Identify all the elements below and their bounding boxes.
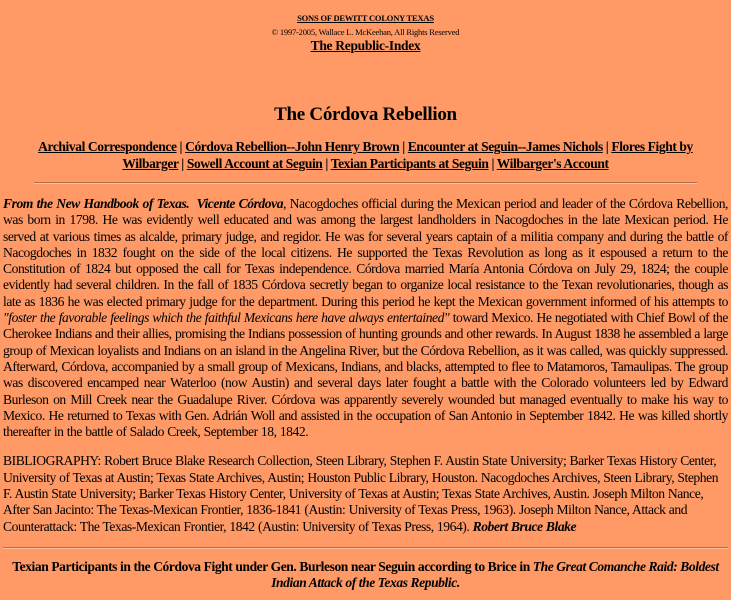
separator: | [491, 155, 495, 171]
bibliography-author: Robert Bruce Blake [472, 518, 577, 534]
nav-link-john-henry-brown[interactable]: Córdova Rebellion--John Henry Brown [185, 139, 400, 154]
site-header [0, 0, 731, 55]
separator: | [325, 155, 328, 171]
article-text-1: , Nacogdoches official during the Mexican period and leader of the Córdova Rebellion, was born in 1798. He was evidently well educated and was among the largest landholders in Nacogdoches in the late Mexican period. He served at various times as alcalde, primary judge, and regidor. He was for several years captain of a militia company and during the battle of Nacogdoches in 1832 fought on the side of the local citizens. He supported the Texas Revolution as long as it espoused a return to the Constitution of 1824 but opposed the call for Texas independence. Córdova married María Antonia Córdova on July 29, 1824; the couple evidently had several children. In the fall of 1835 Córdova secretly began to organize local resistance to the Texan revolutionaries, though as late as 1836 he was elected primary judge for the department. During this period he kept the Mexican government informed of his attempts to [3, 196, 729, 309]
copyright: © 1997-2005, Wallace L. McKeehan, All Rights Reserved [271, 27, 460, 37]
bibliography [3, 453, 728, 534]
nav-link-flores-fight[interactable]: Flores Fight by Wilbarger [122, 139, 693, 171]
section-heading-text: Texian Participants in the Córdova Fight under Gen. Burleson near Seguin according to Brice in [12, 558, 533, 574]
nav-link-james-nichols[interactable]: Encounter at Seguin--James Nichols [407, 139, 603, 154]
separator: | [179, 139, 183, 154]
separator: | [181, 155, 184, 171]
article-source: From the New Handbook of Texas. [3, 196, 190, 211]
article-subject: Vicente Córdova [196, 196, 284, 211]
section-heading-book: The Great Comanche Raid: Boldest Indian Attack of the Texas Republic. [271, 558, 719, 591]
article-paragraph [3, 196, 728, 440]
article-quote: "foster the favorable feelings which the faithful Mexicans here have always entertained" [3, 310, 450, 326]
nav-link-archival-correspondence[interactable]: Archival Correspondence [38, 139, 177, 154]
divider [3, 547, 728, 549]
article-text-2: toward Mexico. He negotiated with Chief Bowl of the Cherokee Indians and their allies, promising the Indians possession of hunting grounds and other rewards. In August 1838 he assembled a large group of Mexican loyalists and Indians on an island in the Angelina River, but the Córdova Rebellion, as it was called, was quickly suppressed. Afterward, Córdova, accompanied by a small group of Mexicans, Indians, and blacks, attempted to flee to Matamoros, Tamaulipas. The group was discovered encamped near Waterloo (now Austin) and several days later fought a battle with the Colorado volunteers led by Edward Burleson on Mill Creek near the Guadalupe River. Córdova was apparently severely wounded but managed eventually to make his way to Mexico. He returned to Texas with Gen. Adrián Woll and assisted in the occupation of San Antonio in September 1842. He was killed shortly thereafter in the battle of Salado Creek, September 18, 1842. [3, 310, 728, 440]
nav-link-wilbargers-account[interactable]: Wilbarger's Account [496, 155, 609, 171]
separator: | [402, 139, 405, 154]
separator: | [605, 139, 609, 154]
nav-link-texian-participants[interactable]: Texian Participants at Seguin [330, 155, 489, 171]
related-links-nav [20, 139, 711, 172]
page-title: The Córdova Rebellion [274, 104, 457, 125]
site-name-link[interactable]: SONS OF DEWITT COLONY TEXAS [297, 13, 434, 23]
divider [34, 182, 697, 184]
bibliography-text: BIBLIOGRAPHY: Robert Bruce Blake Research Collection, Steen Library, Stephen F. Austin State University; Barker Texas History Center, University of Texas at Austin; Texas State Archives, Austin; Houston Public Library, Houston. Nacogdoches Archives, Steen Library, Stephen F. Austin State University; Barker Texas History Center, University of Texas at Austin; Texas State Archives, Austin. Joseph Milton Nance, After San Jacinto: The Texas-Mexican Frontier, 1836-1841 (Austin: University of Texas Press, 1963). Joseph Milton Nance, Attack and Counterattack: The Texas-Mexican Frontier, 1842 (Austin: University of Texas Press, 1964). [3, 453, 719, 534]
nav-link-sowell-account[interactable]: Sowell Account at Seguin [186, 155, 323, 171]
section-heading [10, 559, 721, 592]
republic-index-link[interactable]: The Republic-Index [310, 38, 421, 53]
